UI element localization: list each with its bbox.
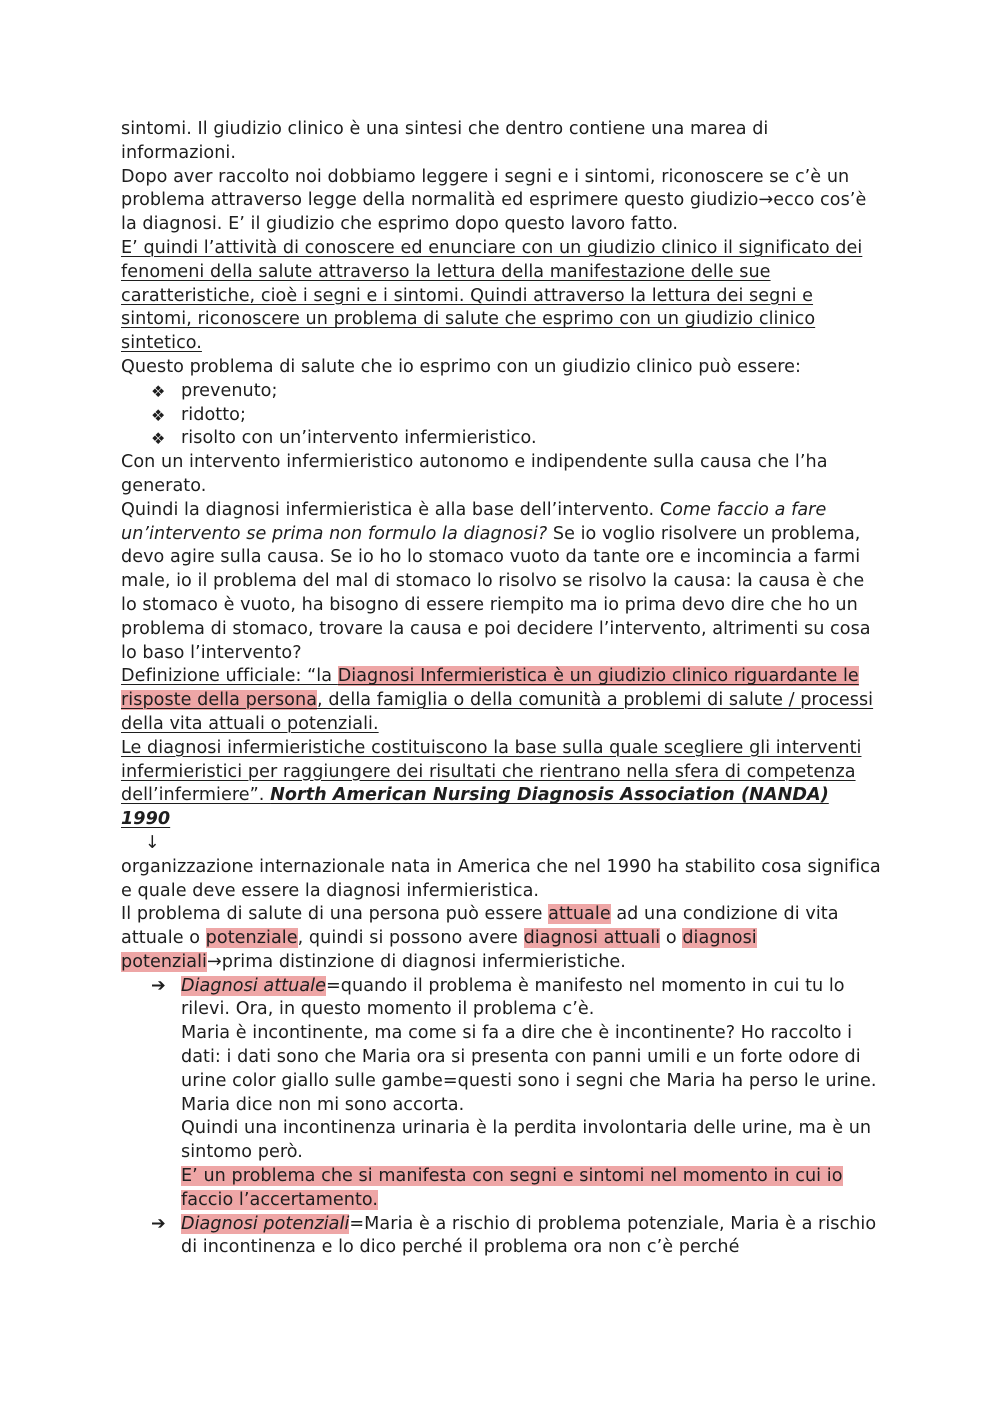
- arrow-list: [121, 975, 881, 1261]
- paragraph-diagnosis-judgement: Dopo aver raccolto noi dobbiamo leggere i segni e i sintomi, riconoscere se c’è un problema attraverso legge della normalità ed esprimere questo giudizio→ecco cos’è la diagnosi. E’ il giudizio che esprimo dopo questo lavoro fatto.: [121, 166, 867, 235]
- highlight: potenziale: [205, 928, 298, 949]
- list-item: ❖ ridotto;: [151, 404, 881, 428]
- diamond-bullet-icon: ❖: [151, 405, 166, 425]
- paragraph-intro: sintomi. Il giudizio clinico è una sintesi che dentro contiene una marea di informazioni.: [121, 119, 769, 163]
- paragraph-autonomous-intervention: Con un intervento infermieristico autonomo e indipendente sulla causa che l’ha generato.: [121, 452, 828, 496]
- document-page: [121, 118, 881, 1260]
- highlight: diagnosi attuali: [523, 928, 661, 949]
- list-item-potential-diagnosis: ➔ Diagnosi potenziali=Maria è a rischio di problema potenziale, Maria è a rischio di incontinenza e lo dico perché il problema ora non c’è perché: [151, 1213, 877, 1258]
- arrow-bullet-icon: ➔: [151, 975, 166, 996]
- highlight: Diagnosi potenziali: [181, 1213, 350, 1234]
- diamond-bullet-icon: ❖: [151, 429, 166, 449]
- paragraph-problem-can-be: Questo problema di salute che io esprimo con un giudizio clinico può essere:: [121, 356, 802, 377]
- highlight: Diagnosi Infermieristica è un giudizio clinico riguardante le risposte della persona: [121, 666, 859, 711]
- highlight: E’ un problema che si manifesta con segni e sintomi nel momento in cui io faccio l’accertamento.: [181, 1166, 843, 1210]
- bullet-list: [121, 380, 881, 451]
- down-arrow-icon: ↓: [145, 832, 160, 853]
- paragraph-actual-potential: Il problema di salute di una persona può essere attuale ad una condizione di vita attuale o potenziale, quindi si possono avere diagnosi attuali o diagnosi potenziali→prima distinzione di diagnosi infermieristiche.: [121, 904, 839, 972]
- paragraph-activity-definition: E’ quindi l’attività di conoscere ed enunciare con un giudizio clinico il significato dei fenomeni della salute attraverso la lettura della manifestazione delle sue caratteristiche, cioè i segni e i sintomi. Quindi attraverso la lettura dei segni e sintomi, riconoscere un problema di salute che esprimo con un giudizio clinico sintetico.: [121, 237, 863, 354]
- highlight: diagnosi potenziali: [121, 928, 757, 972]
- paragraph-official-definition: Definizione ufficiale: “la Diagnosi Infermieristica è un giudizio clinico riguardante le risposte della persona, della famiglia o della comunità a problemi di salute / processi della vita attuali o potenziali.: [121, 666, 874, 734]
- list-item: ❖ risolto con un’intervento infermieristico.: [151, 427, 881, 451]
- paragraph-diagnosis-basis: Quindi la diagnosi infermieristica è alla base dell’intervento. Come faccio a fare un’intervento se prima non formulo la diagnosi? Se io voglio risolvere un problema, devo agire sulla causa. Se io ho lo stomaco vuoto da tante ore e incomincia a farmi male, io il problema del mal di stomaco lo risolvo se risolvo la causa: la causa è che lo stomaco è vuoto, ha bisogno di essere riempito ma io prima devo dire che ho un problema di stomaco, trovare la causa e poi decidere l’intervento, altrimenti su cosa lo baso l’intervento?: [121, 499, 871, 663]
- highlight: attuale: [548, 904, 611, 925]
- paragraph-organization: organizzazione internazionale nata in America che nel 1990 ha stabilito cosa significa e quale deve essere la diagnosi infermieristica.: [121, 856, 881, 901]
- highlight: Diagnosi attuale: [181, 975, 326, 996]
- paragraph-nanda-quote: Le diagnosi infermieristiche costituiscono la base sulla quale scegliere gli interventi infermieristici per raggiungere dei risultati che rientrano nella sfera di competenza dell’infermiere”. North American Nursing Diagnosis Association (NANDA) 1990: [121, 737, 862, 830]
- list-item-actual-diagnosis: ➔ Diagnosi attuale=quando il problema è manifesto nel momento in cui tu lo rilevi. Ora, in questo momento il problema c’è. Maria è incontinente, ma come si fa a dire che è incontinente? Ho raccolto i dati: i dati sono che Maria ora si presenta con panni umili e un forte odore di urine color giallo sulle gambe=questi sono i segni che Maria ha perso le urine. Maria dice non mi sono accorta. Quindi una incontinenza urinaria è la perdita involontaria delle urine, ma è un sintomo però. E’ un problema che si manifesta con segni e sintomi nel momento in cui io faccio l’accertamento.: [151, 975, 877, 1210]
- nanda-citation: North American Nursing Diagnosis Association (NANDA) 1990: [121, 785, 829, 830]
- diamond-bullet-icon: ❖: [151, 381, 166, 401]
- arrow-bullet-icon: ➔: [151, 1213, 166, 1234]
- list-item: ❖ prevenuto;: [151, 380, 881, 404]
